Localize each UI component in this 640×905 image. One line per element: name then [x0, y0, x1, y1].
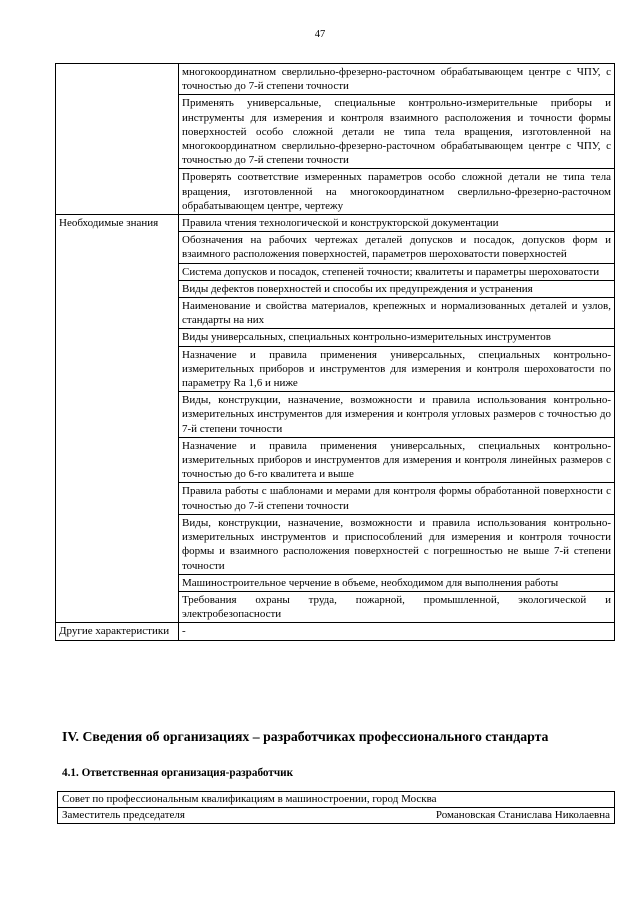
table-row: [58, 792, 615, 808]
skill-cell: Проверять соответствие измеренных параметров особо сложной детали не типа тела вращения, изготовленной на многокоординатном сверлильно-фрезерно-расточном обрабатывающем центре, чертежу: [179, 169, 615, 215]
knowledge-label: Необходимые знания: [56, 215, 179, 623]
knowledge-cell: Обозначения на рабочих чертежах деталей допусков и посадок, допусков форм и взаимного расположения поверхностей, параметров шероховатости поверхностей: [179, 232, 615, 263]
signatory-cell: [58, 808, 615, 824]
knowledge-cell: Наименование и свойства материалов, крепежных и нормализованных деталей и узлов, стандарты на них: [179, 298, 615, 329]
organization-table: [57, 791, 615, 824]
table-row: [56, 64, 615, 95]
skill-cell: многокоординатном сверлильно-фрезерно-расточном обрабатывающем центре с ЧПУ, с точностью до 7-й степени точности: [179, 64, 615, 95]
knowledge-cell: Система допусков и посадок, степеней точности; квалитеты и параметры шероховатости: [179, 263, 615, 280]
organization-name: Совет по профессиональным квалификациям в машиностроении, город Москва: [58, 792, 615, 808]
knowledge-cell: Виды универсальных, специальных контрольно-измерительных инструментов: [179, 329, 615, 346]
other-characteristics-value: -: [179, 623, 615, 640]
other-characteristics-label: Другие характеристики: [56, 623, 179, 640]
sub-heading: 4.1. Ответственная организация-разработчик: [62, 767, 294, 779]
knowledge-cell: Назначение и правила применения универсальных, специальных контрольно-измерительных приборов и инструментов для измерения и контроля шероховатости по параметру Ra 1,6 и ниже: [179, 346, 615, 392]
empty-label-cell: [56, 64, 179, 215]
knowledge-cell: Назначение и правила применения универсальных, специальных контрольно-измерительных приборов и инструментов для измерения и контроля линейных размеров с точностью до 6-го квалитета и выше: [179, 437, 615, 483]
table-row: [56, 623, 615, 640]
section-heading: IV. Сведения об организациях – разработчиках профессионального стандарта: [62, 729, 549, 744]
table-row: [58, 808, 615, 824]
table-row: [56, 215, 615, 232]
signatory-name: Романовская Станислава Николаевна: [435, 809, 610, 821]
signatory-position: Заместитель председателя: [62, 809, 185, 821]
knowledge-cell: Виды, конструкции, назначение, возможности и правила использования контрольно-измерительных инструментов и приспособлений для измерения и контроля точности формы и взаимного расположения поверхностей с погрешностью не выше 7-й степени точности: [179, 514, 615, 574]
knowledge-cell: Виды, конструкции, назначение, возможности и правила использования контрольно-измерительных инструментов для измерения и контроля угловых размеров с точностью до 7-й степени точности: [179, 392, 615, 438]
knowledge-cell: Машиностроительное черчение в объеме, необходимом для выполнения работы: [179, 574, 615, 591]
page-number: 47: [314, 29, 326, 40]
knowledge-cell: Правила чтения технологической и конструкторской документации: [179, 215, 615, 232]
competency-table: [55, 63, 615, 641]
knowledge-cell: Виды дефектов поверхностей и способы их предупреждения и устранения: [179, 280, 615, 297]
skill-cell: Применять универсальные, специальные контрольно-измерительные приборы и инструменты для измерения и контроля взаимного расположения и точности формы поверхностей особо сложной детали не типа тела вращения, изготовленной на многокоординатном сверлильно-фрезерно-расточном обрабатывающем центре с ЧПУ, с точностью до 7-й степени точности: [179, 95, 615, 169]
knowledge-cell: Правила работы с шаблонами и мерами для контроля формы обработанной поверхности с точностью до 7-й степени точности: [179, 483, 615, 514]
knowledge-cell: Требования охраны труда, пожарной, промышленной, экологической и электробезопасности: [179, 591, 615, 622]
